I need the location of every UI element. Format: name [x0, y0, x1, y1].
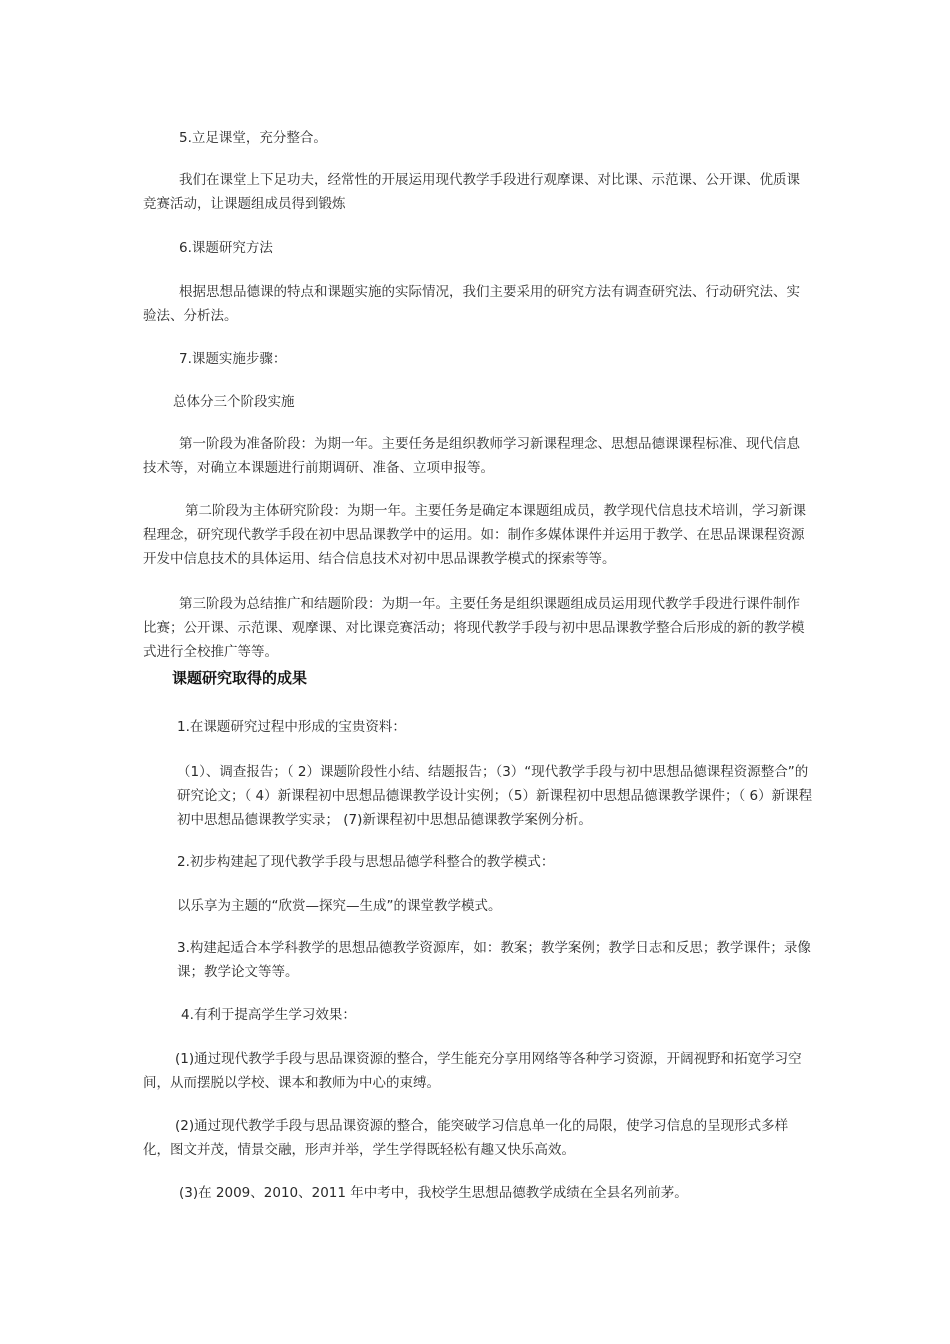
paragraph-item-7-title: 7.课题实施步骤： — [179, 351, 287, 367]
paragraph-three-stages: 总体分三个阶段实施 — [173, 394, 295, 410]
paragraph-classroom-practice: 我们在课堂上下足功夫，经常性的开展运用现代教学手段进行观摩课、对比课、示范课、公开课、优质课竞赛活动，让课题组成员得到锻炼 — [143, 172, 800, 212]
paragraph-item-6-title: 6.课题研究方法 — [179, 240, 273, 256]
result-teaching-mode: 以乐享为主题的“欣赏—探究—生成”的课堂教学模式。 — [177, 898, 502, 914]
result-learning-diversity: (2)通过现代教学手段与思品课资源的整合，能突破学习信息单一化的局限，使学习信息的呈现形式多样化，图文并茂，情景交融，形声并举，学生学得既轻松有趣又快乐高效。 — [143, 1118, 789, 1158]
result-item-1-title: 1.在课题研究过程中形成的宝贵资料： — [177, 719, 406, 735]
section-heading-results: 课题研究取得的成果 — [172, 669, 308, 687]
result-materials-list: （1）、调查报告；（ 2）课题阶段性小结、结题报告；（3）“现代教学手段与初中思想品德课程资源整合”的研究论文；（ 4）新课程初中思想品德课教学设计实例；（5）新课程初中思想品德课教学课件；（ 6）新课程初中思想品德课教学实录； (7)新课程初中思想品德课教学案例分析。 — [177, 764, 813, 828]
paragraph-item-5-title: 5.立足课堂，充分整合。 — [179, 130, 327, 146]
result-item-2-title: 2.初步构建起了现代教学手段与思想品德学科整合的教学模式： — [177, 854, 555, 870]
paragraph-research-methods: 根据思想品德课的特点和课题实施的实际情况，我们主要采用的研究方法有调查研究法、行动研究法、实验法、分析法。 — [143, 284, 800, 324]
result-item-4-title: 4.有利于提高学生学习效果： — [181, 1007, 356, 1023]
paragraph-stage-one: 第一阶段为准备阶段：为期一年。主要任务是组织教师学习新课程理念、思想品德课课程标准、现代信息技术等，对确立本课题进行前期调研、准备、立项申报等。 — [143, 436, 800, 476]
result-exam-scores: (3)在 2009、2010、2011 年中考中，我校学生思想品德教学成绩在全县名列前茅。 — [179, 1185, 688, 1201]
result-item-3-resources: 3.构建起适合本学科教学的思想品德教学资源库，如：教案；教学案例；教学日志和反思；教学课件；录像课；教学论文等等。 — [177, 940, 811, 980]
paragraph-stage-two: 第二阶段为主体研究阶段：为期一年。主要任务是确定本课题组成员，教学现代信息技术培训，学习新课程理念，研究现代教学手段在初中思品课教学中的运用。如：制作多媒体课件并运用于教学、在思品课课程资源开发中信息技术的具体运用、结合信息技术对初中思品课教学模式的探索等等。 — [143, 503, 806, 567]
paragraph-stage-three: 第三阶段为总结推广和结题阶段：为期一年。主要任务是组织课题组成员运用现代教学手段进行课件制作比赛；公开课、示范课、观摩课、对比课竞赛活动；将现代教学手段与初中思品课教学整合后形成的新的教学模式进行全校推广等等。 — [143, 596, 805, 660]
result-learning-space: (1)通过现代教学手段与思品课资源的整合，学生能充分享用网络等各种学习资源，开阔视野和拓宽学习空间，从而摆脱以学校、课本和教师为中心的束缚。 — [143, 1051, 802, 1091]
